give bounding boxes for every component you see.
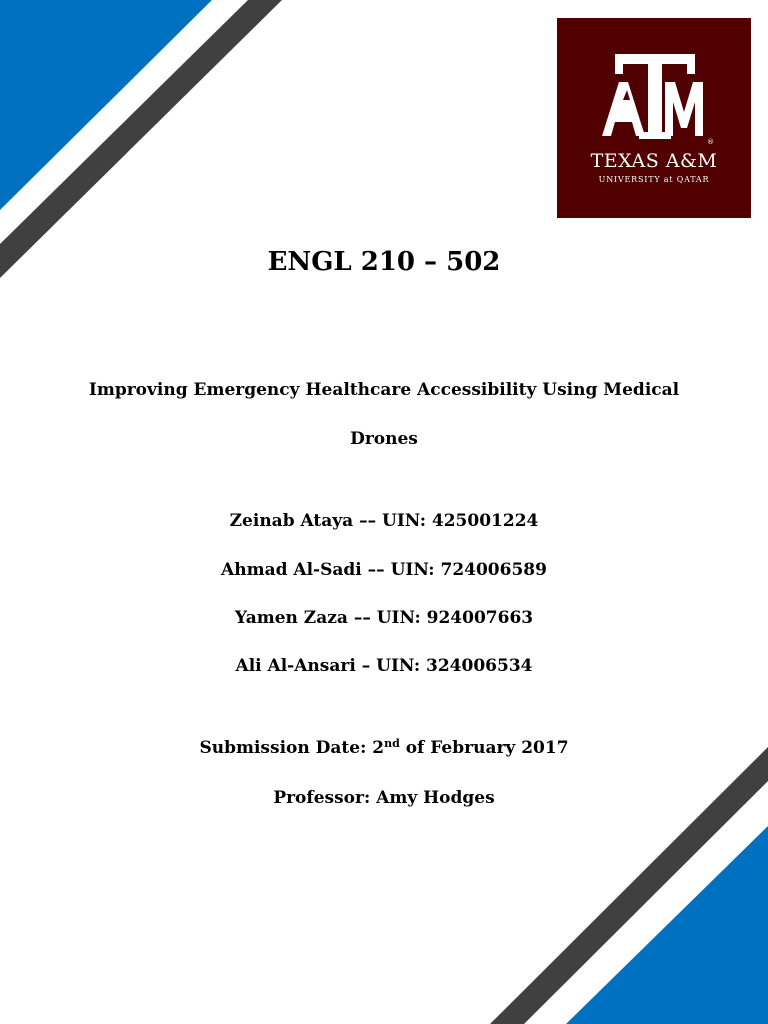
top-left-blue-triangle	[0, 0, 212, 210]
team-member-1: Zeinab Ataya –– UIN: 425001224	[229, 511, 539, 531]
submission-date	[0, 736, 768, 762]
submission-date-suffix: of February 2017	[399, 738, 569, 758]
university-logo	[557, 18, 751, 218]
submission-date-prefix: Submission Date: 2	[199, 738, 385, 758]
report-title-line-1: Improving Emergency Healthcare Accessibility Using Medical	[88, 380, 680, 400]
professor-name: Professor: Amy Hodges	[273, 788, 495, 808]
course-code: ENGL 210 – 502	[267, 247, 501, 277]
registered-mark: ®	[707, 138, 714, 146]
logo-campus: UNIVERSITY at QATAR	[598, 175, 710, 184]
logo-name: TEXAS A&M	[590, 150, 718, 172]
atm-logo-mark	[602, 54, 703, 139]
report-title-line-2: Drones	[350, 429, 418, 449]
team-member-4: Ali Al-Ansari – UIN: 324006534	[235, 656, 533, 676]
team-member-2: Ahmad Al-Sadi –– UIN: 724006589	[221, 560, 547, 580]
team-member-3: Yamen Zaza –– UIN: 924007663	[234, 608, 534, 628]
date-ordinal-superscript: nd	[384, 737, 400, 750]
